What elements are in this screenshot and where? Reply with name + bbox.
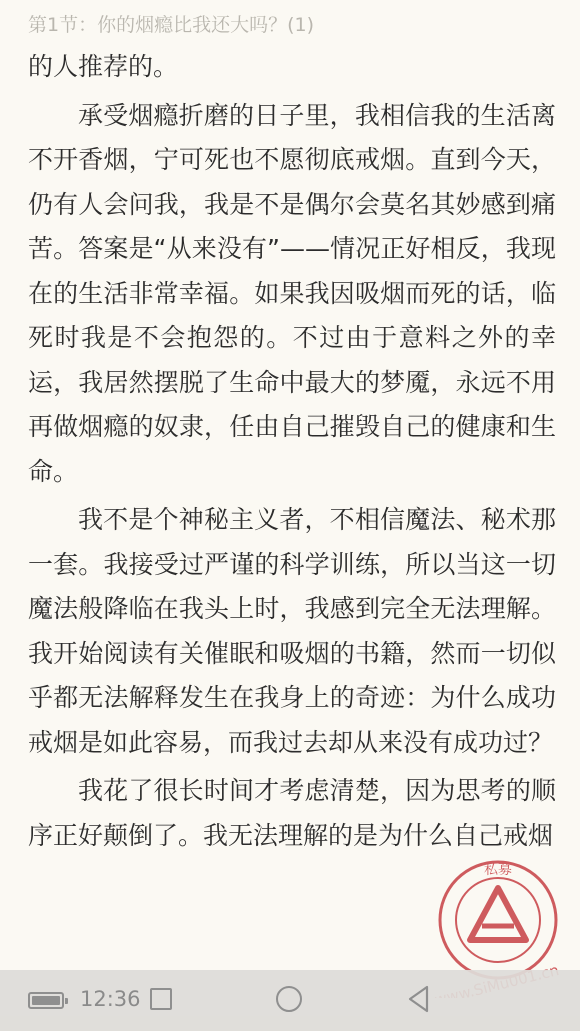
paragraph: 我不是个神秘主义者，不相信魔法、秘术那一套。我接受过严谨的科学训练，所以当这一切魔法般降临在我头上时，我感到完全无法理解。我开始阅读有关催眠和吸烟的书籍，然而一切似乎都无法解释发生在我身上的奇迹：为什么成功戒烟是如此容易，而我过去却从来没有成功过？ [28,505,556,757]
paragraph: 承受烟瘾折磨的日子里，我相信我的生活离不开香烟，宁可死也不愿彻底戒烟。直到今天，仍有人会问我，我是不是偶尔会莫名其妙感到痛苦。答案是“从来没有”——情况正好相反，我现在的生活非常幸福。如果我因吸烟而死的话，临死时我是不会抱怨的。不过由于意料之外的幸运，我居然摆脱了生命中最大的梦魇，永远不用再做烟瘾的奴隶，任由自己摧毁自己的健康和生命。 [28,100,556,486]
home-icon[interactable] [276,986,302,1012]
status-clock: 12:36 [80,987,141,1011]
watermark-seal-text: 私募 [484,862,512,878]
chapter-title: 第1节：你的烟瘾比我还大吗？(1) [28,14,315,36]
battery-icon [28,992,64,1009]
recent-apps-icon[interactable] [150,988,172,1010]
reader-content[interactable] [28,45,556,858]
paragraph: 我花了很长时间才考虑清楚，因为思考的顺序正好颠倒了。我无法理解的是为什么自己戒烟 [28,776,556,850]
paragraph: 的人推荐的。 [28,52,179,81]
navigation-bar [0,970,580,1031]
back-icon[interactable] [405,984,433,1014]
